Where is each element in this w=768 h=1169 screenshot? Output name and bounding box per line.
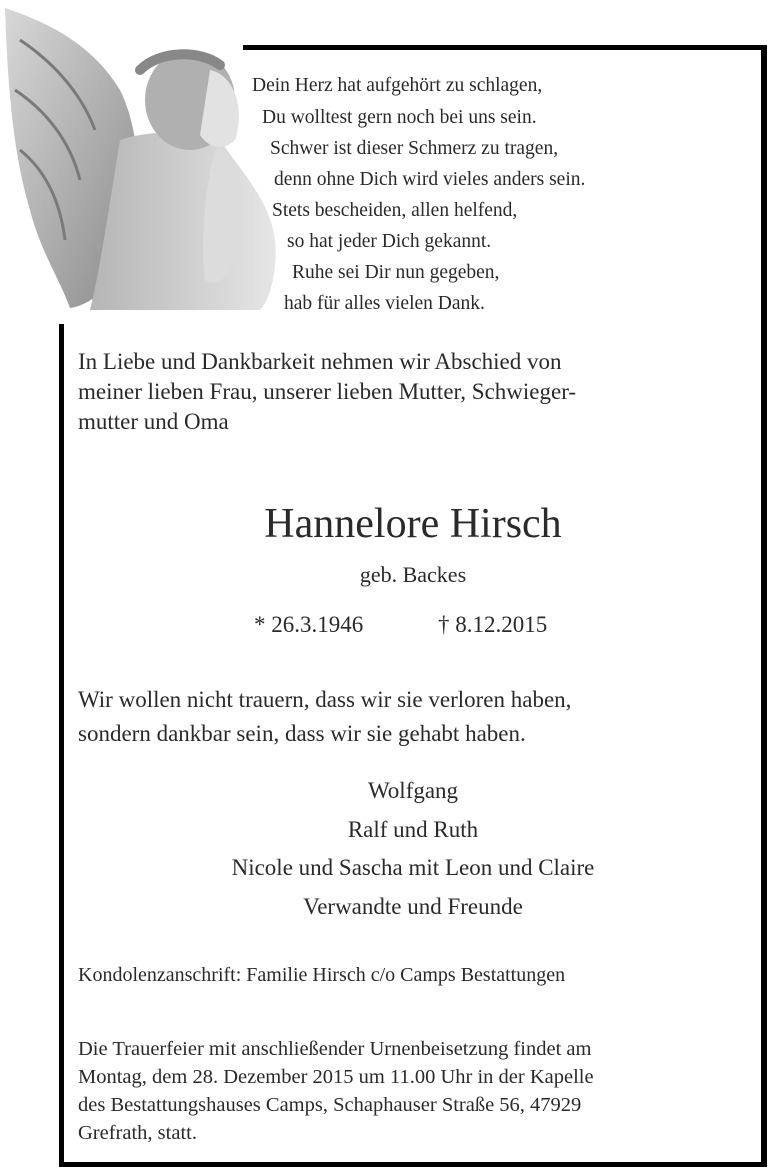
service-line: des Bestattungshauses Camps, Schaphauser Straße 56, 47929 [78, 1094, 582, 1116]
poem-line: so hat jeder Dich gekannt. [287, 231, 492, 252]
mourner: Verwandte und Freunde [303, 893, 523, 919]
poem-line: Stets bescheiden, allen helfend, [272, 200, 518, 221]
angel-statue-image [0, 0, 290, 312]
frame-left [59, 324, 64, 1167]
quote-line: Wir wollen nicht trauern, dass wir sie verloren haben, [78, 687, 572, 712]
birth-date: * 26.3.1946 [254, 612, 364, 637]
mourners [78, 772, 748, 926]
poem-line: Dein Herz hat aufgehört zu schlagen, [252, 75, 543, 96]
service-line: Grefrath, statt. [78, 1122, 197, 1144]
poem-line: hab für alles vielen Dank. [284, 293, 485, 314]
frame-top [243, 45, 767, 50]
intro-line: In Liebe und Dankbarkeit nehmen wir Abschied von [78, 349, 562, 374]
intro-text [78, 347, 748, 437]
intro-line: mutter und Oma [78, 409, 229, 434]
poem-line: Schwer ist dieser Schmerz zu tragen, [270, 138, 559, 159]
quote-line: sondern dankbar sein, dass wir sie gehabt haben. [78, 721, 526, 746]
quote [78, 683, 748, 751]
dates [78, 612, 748, 642]
service-line: Die Trauerfeier mit anschließender Urnenbeisetzung findet am [78, 1038, 592, 1060]
frame-bottom [59, 1162, 767, 1167]
mourner: Wolfgang [367, 778, 459, 803]
poem-line: denn ohne Dich wird vieles anders sein. [274, 169, 586, 190]
mourner: Ralf und Ruth [347, 816, 479, 842]
intro-line: meiner lieben Frau, unserer lieben Mutter, Schwieger- [78, 379, 577, 404]
poem-line: Ruhe sei Dir nun gegeben, [292, 262, 500, 283]
mourner: Nicole und Sascha mit Leon und Claire [231, 855, 595, 880]
frame-right [761, 45, 767, 1167]
poem-line: Du wolltest gern noch bei uns sein. [262, 107, 537, 128]
service-line: Montag, dem 28. Dezember 2015 um 11.00 Uhr in der Kapelle [78, 1066, 594, 1088]
deceased-name: Hannelore Hirsch [264, 501, 562, 547]
condolence-address: Kondolenzanschrift: Familie Hirsch c/o Camps Bestattungen [78, 964, 566, 986]
maiden-name: geb. Backes [359, 562, 467, 587]
death-date: † 8.12.2015 [438, 612, 548, 637]
service-info [78, 1035, 748, 1147]
